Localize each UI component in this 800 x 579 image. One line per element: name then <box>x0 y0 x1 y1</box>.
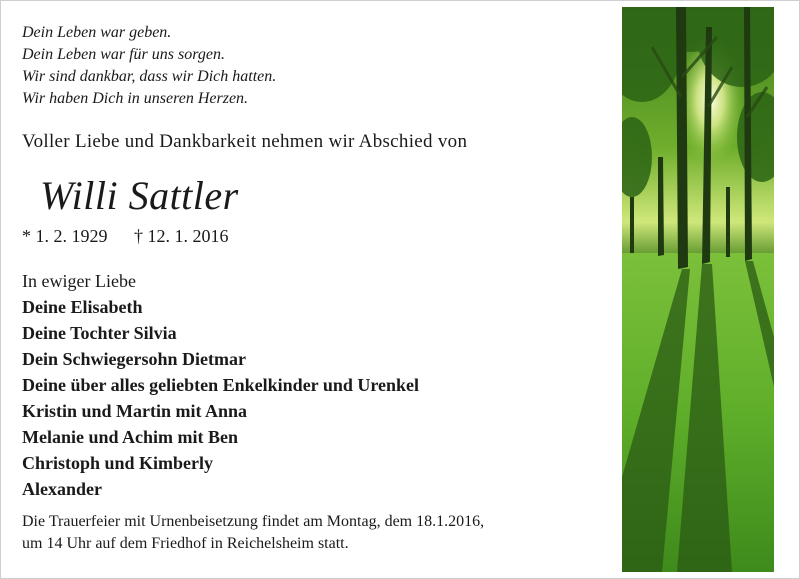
mourner: Melanie und Achim mit Ben <box>22 427 239 447</box>
death-date: † 12. 1. 2016 <box>134 226 229 246</box>
mourner: Christoph und Kimberly <box>22 453 214 473</box>
poem <box>22 22 612 110</box>
mourner: Alexander <box>22 479 102 499</box>
service-line: Die Trauerfeier mit Urnenbeisetzung findet am Montag, dem 18.1.2016, <box>22 513 485 530</box>
mourner: Dein Schwiegersohn Dietmar <box>22 349 246 369</box>
mourners-intro: In ewiger Liebe <box>22 271 136 291</box>
mourner: Deine Elisabeth <box>22 297 143 317</box>
forest-photo <box>622 7 774 572</box>
poem-line: Dein Leben war für uns sorgen. <box>22 46 225 63</box>
poem-line: Wir haben Dich in unseren Herzen. <box>22 90 249 107</box>
mourner: Kristin und Martin mit Anna <box>22 401 248 421</box>
mourner: Deine über alles geliebten Enkelkinder und Urenkel <box>22 375 420 395</box>
birth-date: * 1. 2. 1929 <box>22 226 108 246</box>
funeral-service-notice <box>22 511 612 555</box>
life-dates <box>22 226 229 247</box>
mourners-list <box>22 268 419 502</box>
poem-line: Dein Leben war geben. <box>22 24 172 41</box>
poem-line: Wir sind dankbar, dass wir Dich hatten. <box>22 68 277 85</box>
mourner: Deine Tochter Silvia <box>22 323 177 343</box>
service-line: um 14 Uhr auf dem Friedhof in Reichelsheim statt. <box>22 535 349 552</box>
deceased-name: Willi Sattler <box>40 173 239 218</box>
farewell-intro: Voller Liebe und Dankbarkeit nehmen wir Abschied von <box>22 131 468 152</box>
